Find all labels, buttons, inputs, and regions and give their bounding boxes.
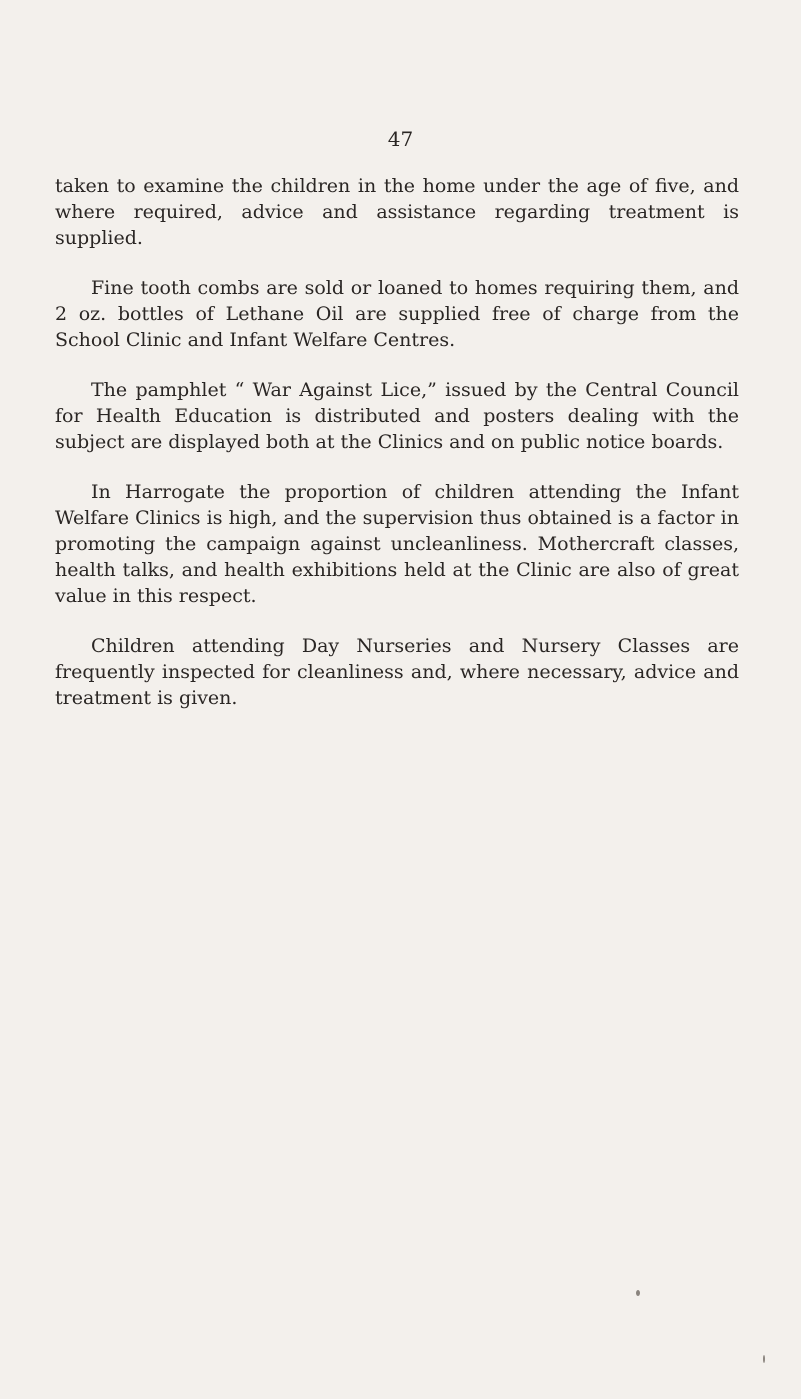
paragraph-harrogate: In Harrogate the proportion of children attending the Infant Welfare Clinics is high, and the supervision thus obtained is a factor in promoting the campaign against uncleanliness. Mothercraft classes, health talks, and health exhibitions held at the Clinic are also of great value in this respect. xyxy=(55,481,739,607)
paragraph-combs-lethane: Fine tooth combs are sold or loaned to homes requiring them, and 2 oz. bottles of Lethane Oil are supplied free of charge from the School Clinic and Infant Welfare Centres. xyxy=(55,277,739,351)
paper-speck xyxy=(763,1355,765,1363)
body-text xyxy=(55,173,739,711)
page-number: 47 xyxy=(387,127,414,151)
paragraph-continuation: taken to examine the children in the home under the age of five, and where required, advice and assistance regarding treatment is supplied. xyxy=(55,175,739,249)
paragraph-nurseries: Children attending Day Nurseries and Nursery Classes are frequently inspected for cleanliness and, where necessary, advice and treatment is given. xyxy=(55,635,739,709)
paper-speck xyxy=(636,1290,640,1296)
paragraph-pamphlet: The pamphlet “ War Against Lice,” issued by the Central Council for Health Education is distributed and posters dealing with the subject are displayed both at the Clinics and on public notice boards. xyxy=(55,379,739,453)
